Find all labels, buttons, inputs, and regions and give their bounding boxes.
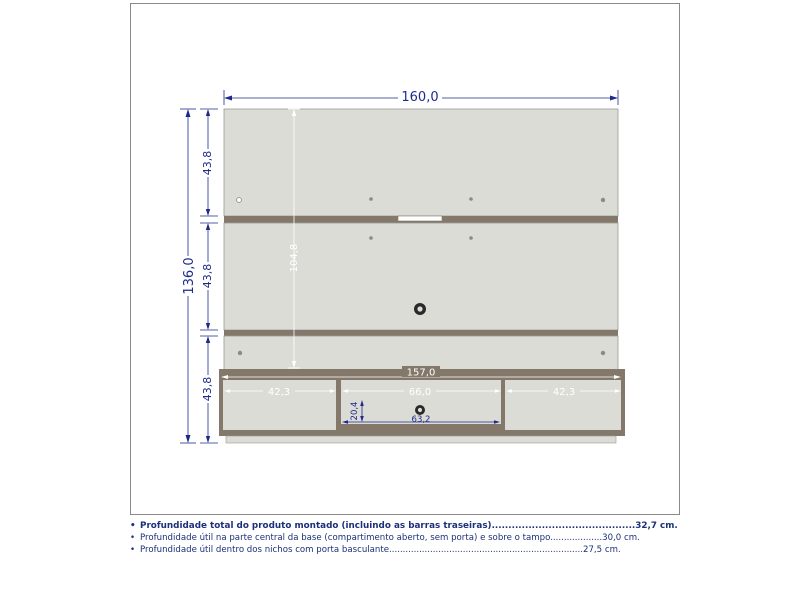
cable-hole-middle <box>414 303 426 315</box>
depth-notes <box>130 520 690 556</box>
left-niche-width-label: 42,3 <box>267 387 291 398</box>
rack <box>219 369 625 443</box>
screw-hole <box>601 198 605 202</box>
note-bullet: • <box>130 545 136 555</box>
top-panel-height-label: 43,8 <box>201 150 214 176</box>
rack-width-label: 157,0 <box>406 367 436 379</box>
center-opening-height-label: 20,4 <box>350 401 360 421</box>
screw-hole <box>601 351 605 355</box>
note-central-depth <box>130 532 690 544</box>
top-panel <box>224 109 618 216</box>
rack-plinth <box>226 436 616 443</box>
center-opening-width-label: 63,2 <box>411 415 431 425</box>
cable-slot <box>398 216 442 221</box>
panel-group <box>224 109 618 371</box>
total-height-label: 136,0 <box>182 257 197 295</box>
right-niche-width-label: 42,3 <box>552 387 576 398</box>
screw-hole <box>369 197 373 201</box>
screw-hole <box>237 198 242 203</box>
middle-panel-height-label: 43,8 <box>201 263 214 289</box>
note-bullet: • <box>130 521 136 531</box>
note-bullet: • <box>130 533 136 543</box>
note-text: Profundidade total do produto montado (incluindo as barras traseiras)...........................................32,7 cm. <box>140 521 678 531</box>
note-text: Profundidade útil dentro dos nichos com porta basculante.......................................................................27,5 cm. <box>140 545 621 555</box>
bottom-panel-height-label: 43,8 <box>201 376 214 402</box>
note-text: Profundidade útil na parte central da base (compartimento aberto, sem porta) e sobre o tampo...................30,0 cm. <box>140 533 640 543</box>
note-total-depth <box>130 520 690 532</box>
screw-hole <box>469 197 473 201</box>
total-width-label: 160,0 <box>401 90 439 105</box>
screw-hole <box>238 351 242 355</box>
note-niche-depth <box>130 544 690 556</box>
center-niche-width-label: 66,0 <box>408 387 432 398</box>
cable-hole-rack <box>415 405 425 415</box>
bottom-panel <box>224 336 618 371</box>
screw-hole <box>369 236 373 240</box>
screw-hole <box>469 236 473 240</box>
panel-span-label: 104,8 <box>289 243 300 273</box>
panel-gap-2 <box>224 330 618 336</box>
